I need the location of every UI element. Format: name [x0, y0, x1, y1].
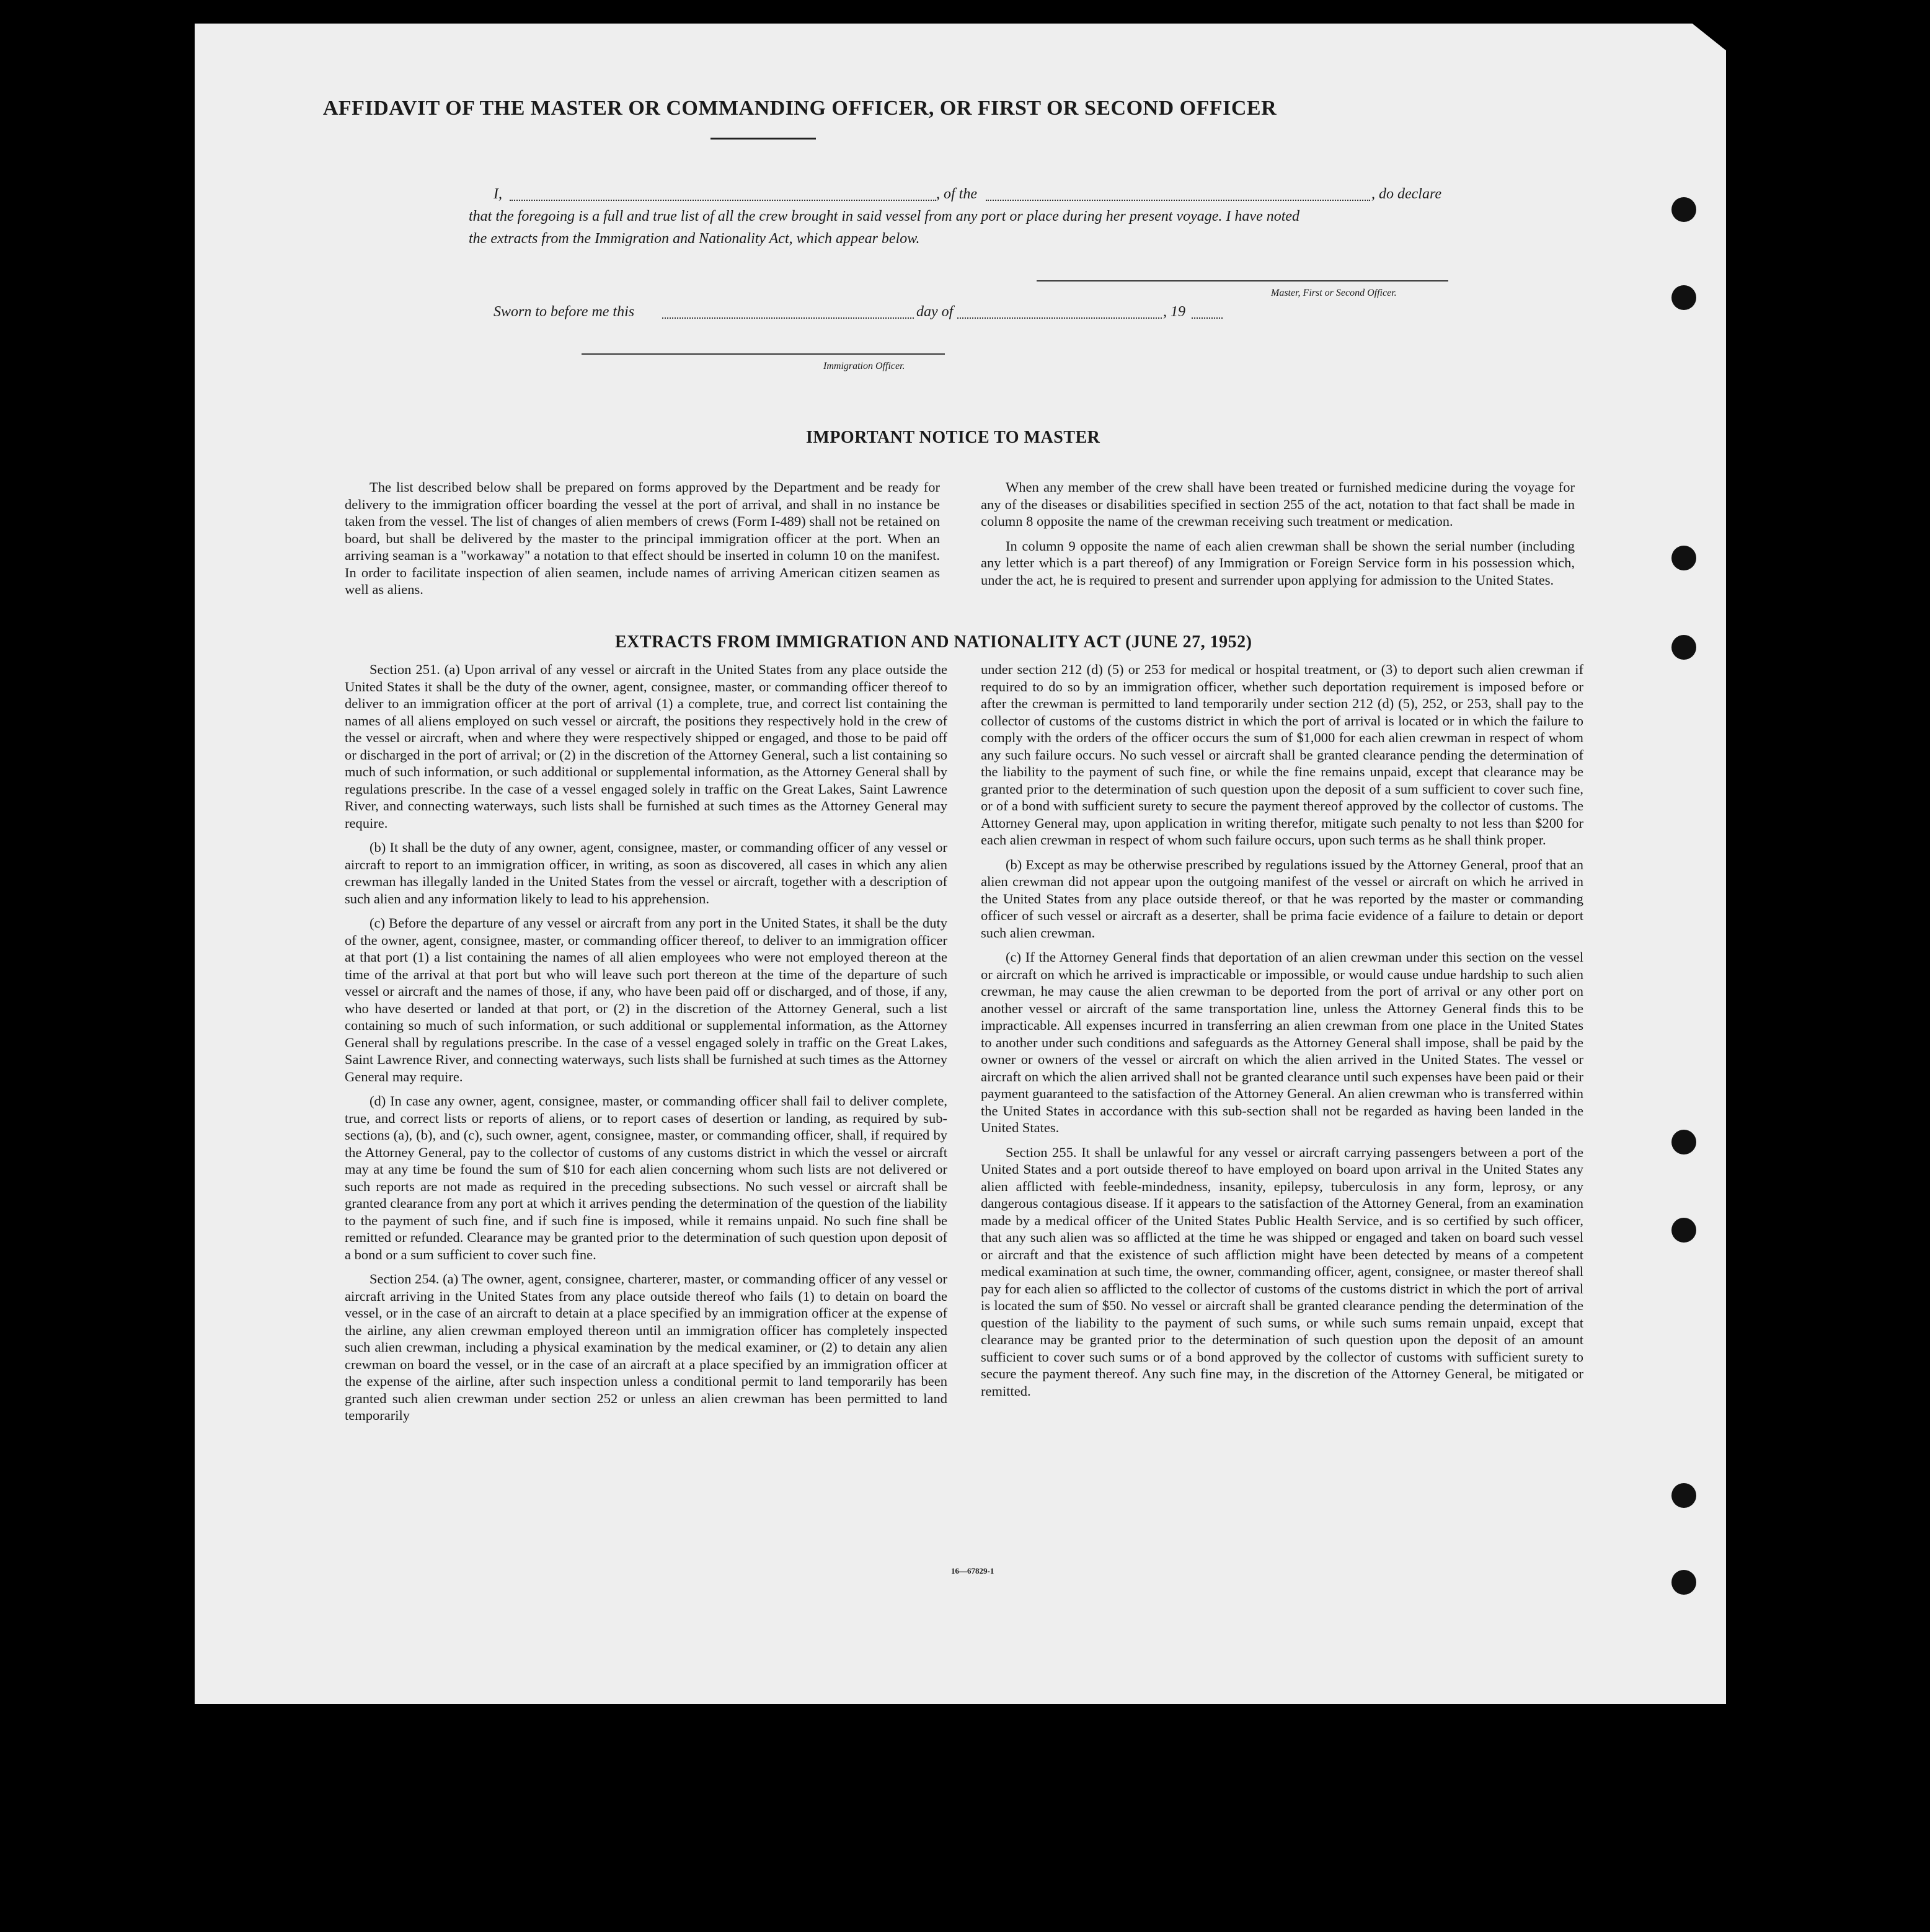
sworn-day-blank[interactable]: [662, 317, 914, 319]
master-signature-label: Master, First or Second Officer.: [1271, 288, 1397, 298]
binder-hole: [1671, 1130, 1696, 1154]
extract-paragraph: under section 212 (d) (5) or 253 for medical or hospital treatment, or (3) to deport such alien crewman if required to do so by an immigration officer, whether such deportation requirement is imposed before or after the crewman is permitted to land temporarily under section 212 (d) (5), 252, or 253, shall pay to the collector of customs of the customs district in which the port of arrival is located or in which the failure to comply with the orders of the officer occurs the sum of $1,000 for each alien crewman in respect of whom any such failure occurs. No such vessel or aircraft shall be granted clearance pending the determination of the liability to the payment of such fine, or while the fine remains unpaid, except that clearance may be granted prior to the determination of such question upon the deposit of a sum sufficient to cover such fine, or of a bond with sufficient surety to secure the payment thereof approved by the collector of customs. The Attorney General may, upon application in writing therefor, mitigate such penalty to not less than $200 for each alien crewman in respect of whom such failure occurs, upon such terms as he shall think proper.: [981, 662, 1583, 848]
binder-hole: [1671, 1483, 1696, 1508]
notice-heading: IMPORTANT NOTICE TO MASTER: [806, 428, 1100, 447]
notice-right-paragraph-2: In column 9 opposite the name of each alien crewman shall be shown the serial number (including any letter which is a part thereof) of any Immigration or Foreign Service form in his possession which, under the act, he is required to present and surrender upon applying for admission to the United States.: [981, 538, 1575, 588]
extract-paragraph: Section 251. (a) Upon arrival of any vessel or aircraft in the United States from any place outside the United States it shall be the duty of the owner, agent, consignee, master, or commanding officer thereof to deliver to an immigration officer at the port of arrival (1) a complete, true, and correct list containing the names of all aliens employed on such vessel or aircraft, the positions they respectively hold in the crew of the vessel or aircraft, when and where they were respectively shipped or engaged, and those to be paid off or discharged in the port of arrival; or (2) in the discretion of the Attorney General, such a list containing so much of such information, or such additional or supplemental information, as the Attorney General shall by regulations prescribe. In the case of a vessel engaged solely in traffic on the Great Lakes, Saint Lawrence River, and connecting waterways, such lists shall be furnished at such times as the Attorney General may require.: [345, 662, 947, 831]
title-underline: [710, 138, 816, 140]
binder-hole: [1671, 635, 1696, 660]
sworn-month-blank[interactable]: [957, 317, 1162, 319]
extracts-left-column: [345, 661, 947, 1432]
declaration-line-3: the extracts from the Immigration and Nationality Act, which appear below.: [469, 231, 920, 247]
extract-paragraph: (b) Except as may be otherwise prescribed by regulations issued by the Attorney General, proof that an alien crewman did not appear upon the outgoing manifest of the vessel or aircraft on which he arrived in the United States from any place outside thereof, or that he was reported by the master or commanding officer of such vessel or aircraft as a deserter, shall be prima facie evidence of a failure to detain or deport such alien crewman.: [981, 856, 1583, 941]
name-blank[interactable]: [510, 200, 936, 201]
extract-paragraph: (c) If the Attorney General finds that deportation of an alien crewman under this section on the vessel or aircraft on which he arrived is impracticable or impossible, or would cause undue hardship to such alien crewman, he may cause the alien crewman to be deported from the port of arrival or any other port on another vessel or aircraft of the same transportation line, unless the Attorney General finds this to be impracticable. All expenses incurred in transferring an alien crewman from one place in the United States to another under such conditions and safeguards as the Attorney General shall impose, shall be paid by the owner or owners of the vessel or aircraft on which the alien arrived in the United States. The vessel or aircraft on which the alien arrived shall not be granted clearance until such expenses have been paid or their payment guaranteed to the satisfaction of the Attorney General. An alien crewman who is transferred within the United States in accordance with this sub-section shall not be regarded as having been landed in the United States.: [981, 949, 1583, 1135]
document-title: AFFIDAVIT OF THE MASTER OR COMMANDING OFFICER, OR FIRST OR SECOND OFFICER: [322, 97, 1277, 120]
notice-left-column: [345, 479, 940, 606]
vessel-blank[interactable]: [986, 200, 1370, 201]
sworn-year: , 19: [1163, 304, 1185, 320]
binder-hole: [1671, 285, 1696, 310]
declaration-i: I,: [494, 186, 502, 202]
binder-hole: [1671, 197, 1696, 222]
declaration-of-the: , of the: [936, 186, 977, 202]
extract-paragraph: (b) It shall be the duty of any owner, agent, consignee, master, or commanding officer of any vessel or aircraft to report to an immigration officer, in writing, as soon as discovered, all cases in which any alien crewman has illegally landed in the United States from the vessel or aircraft, together with a description of such alien and any information likely to lead to his apprehension.: [345, 840, 947, 906]
master-signature-line[interactable]: [1037, 280, 1448, 281]
binder-hole: [1671, 1570, 1696, 1595]
sworn-year-blank[interactable]: [1192, 317, 1223, 319]
notice-right-column: [981, 479, 1575, 596]
declaration-do-declare: , do declare: [1371, 186, 1442, 202]
immigration-officer-signature-line[interactable]: [582, 353, 945, 355]
immigration-officer-label: Immigration Officer.: [823, 361, 905, 371]
sworn-prefix: Sworn to before me this: [494, 304, 635, 320]
notice-left-paragraph: The list described below shall be prepared on forms approved by the Department and be ready for delivery to the immigration officer boarding the vessel at the port of arrival, and shall in no instance be taken from the vessel. The list of changes of alien members of crews (Form I-489) shall not be retained on board, but shall be delivered by the master to the principal immigration officer at the port. When an arriving seaman is a "workaway" a notation to that effect should be inserted in column 10 on the manifest. In order to facilitate inspection of alien seamen, include names of arriving American citizen seamen as well as aliens.: [345, 479, 940, 597]
extracts-right-column: [981, 661, 1583, 1407]
declaration-line-2: that the foregoing is a full and true list of all the crew brought in said vessel from any port or place during her present voyage. I have noted: [469, 208, 1300, 224]
extract-paragraph: Section 255. It shall be unlawful for any vessel or aircraft carrying passengers between a port of the United States and a port outside thereof to have employed on board upon arrival in the United States any alien afflicted with feeble-mindedness, insanity, epilepsy, tuberculosis in any form, leprosy, or any dangerous contagious disease. If it appears to the satisfaction of the Attorney General, from an examination made by a medical officer of the United States Public Health Service, and is so certified by such officer, that any such alien was so afflicted at the time he was shipped or engaged and taken on board such vessel or aircraft and that the existence of such affliction might have been detected by means of a competent medical examination at such time, the owner, commanding officer, agent, consignee, or master thereof shall pay for each alien so afflicted to the collector of customs of the customs district in which the port of arrival is located the sum of $50. No vessel or aircraft shall be granted clearance pending the determination of the question of the liability to the payment of such sums, or while such sums remain unpaid, except that clearance may be granted prior to the determination of such question upon the deposit of an amount sufficient to cover such sums or of a bond approved by the collector of customs with sufficient surety to secure the payment thereof. Any such fine may, in the discretion of the Attorney General, be mitigated or remitted.: [981, 1144, 1583, 1399]
extract-paragraph: Section 254. (a) The owner, agent, consignee, charterer, master, or commanding officer of any vessel or aircraft arriving in the United States from any place outside thereof who fails (1) to detain on board the vessel, or in the case of an aircraft to detain at a place specified by an immigration officer at the expense of the airline, any alien crewman employed thereon until an immigration officer has completely inspected such alien crewman, including a physical examination by the medical examiner, or (2) to detain any alien crewman on board the vessel, or in the case of an aircraft at a place specified by an immigration officer at the expense of the airline, after such inspection unless a conditional permit to land temporarily has been granted such alien crewman under section 252 or unless an alien crewman has been permitted to land temporarily: [345, 1271, 947, 1423]
form-number: 16—67829-1: [951, 1566, 994, 1575]
extract-paragraph: (d) In case any owner, agent, consignee, master, or commanding officer shall fail to deliver complete, true, and correct lists or reports of aliens, or to report cases of desertion or landing, as required by sub-sections (a), (b), and (c), such owner, agent, consignee, master, or commanding officer, shall, if required by the Attorney General, pay to the collector of customs of any customs district in which the vessel or aircraft may at any time be found the sum of $10 for each alien concerning whom such lists are not delivered or such reports are not made as required in the preceding subsections. No such vessel or aircraft shall be granted clearance from any port at which it arrives pending the determination of the question of the liability to the payment of such fine, and if such fine is imposed, while it remains unpaid. No such fine shall be remitted or refunded. Clearance may be granted prior to the determination of such question upon deposit of a bond or a sum sufficient to cover such fine.: [345, 1093, 947, 1262]
binder-hole: [1671, 1218, 1696, 1243]
extract-paragraph: (c) Before the departure of any vessel or aircraft from any port in the United States, it shall be the duty of the owner, agent, consignee, master, or commanding officer thereof, to deliver to an immigration officer at that port (1) a list containing the names of all alien employees who were not employed thereon at the time of the arrival at that port but who will leave such port thereon at the time of the departure of such vessel or aircraft and the names of those, if any, who have been paid off or discharged, and of those, if any, who have deserted or landed at that port, or (2) in the discretion of the Attorney General, such a list containing so much of such information, or such additional or supplemental information, as the Attorney General shall by regulations prescribe. In the case of a vessel engaged solely in traffic on the Great Lakes, Saint Lawrence River, and connecting waterways, such lists shall be furnished at such times as the Attorney General may require.: [345, 915, 947, 1084]
binder-hole: [1671, 546, 1696, 570]
extracts-heading: EXTRACTS FROM IMMIGRATION AND NATIONALITY ACT (JUNE 27, 1952): [615, 632, 1252, 652]
notice-right-paragraph-1: When any member of the crew shall have been treated or furnished medicine during the voyage for any of the diseases or disabilities specified in section 255 of the act, notation to that fact shall be made in column 8 opposite the name of the crewman receiving such treatment or medication.: [981, 479, 1575, 529]
sworn-day-of: day of: [916, 304, 954, 320]
